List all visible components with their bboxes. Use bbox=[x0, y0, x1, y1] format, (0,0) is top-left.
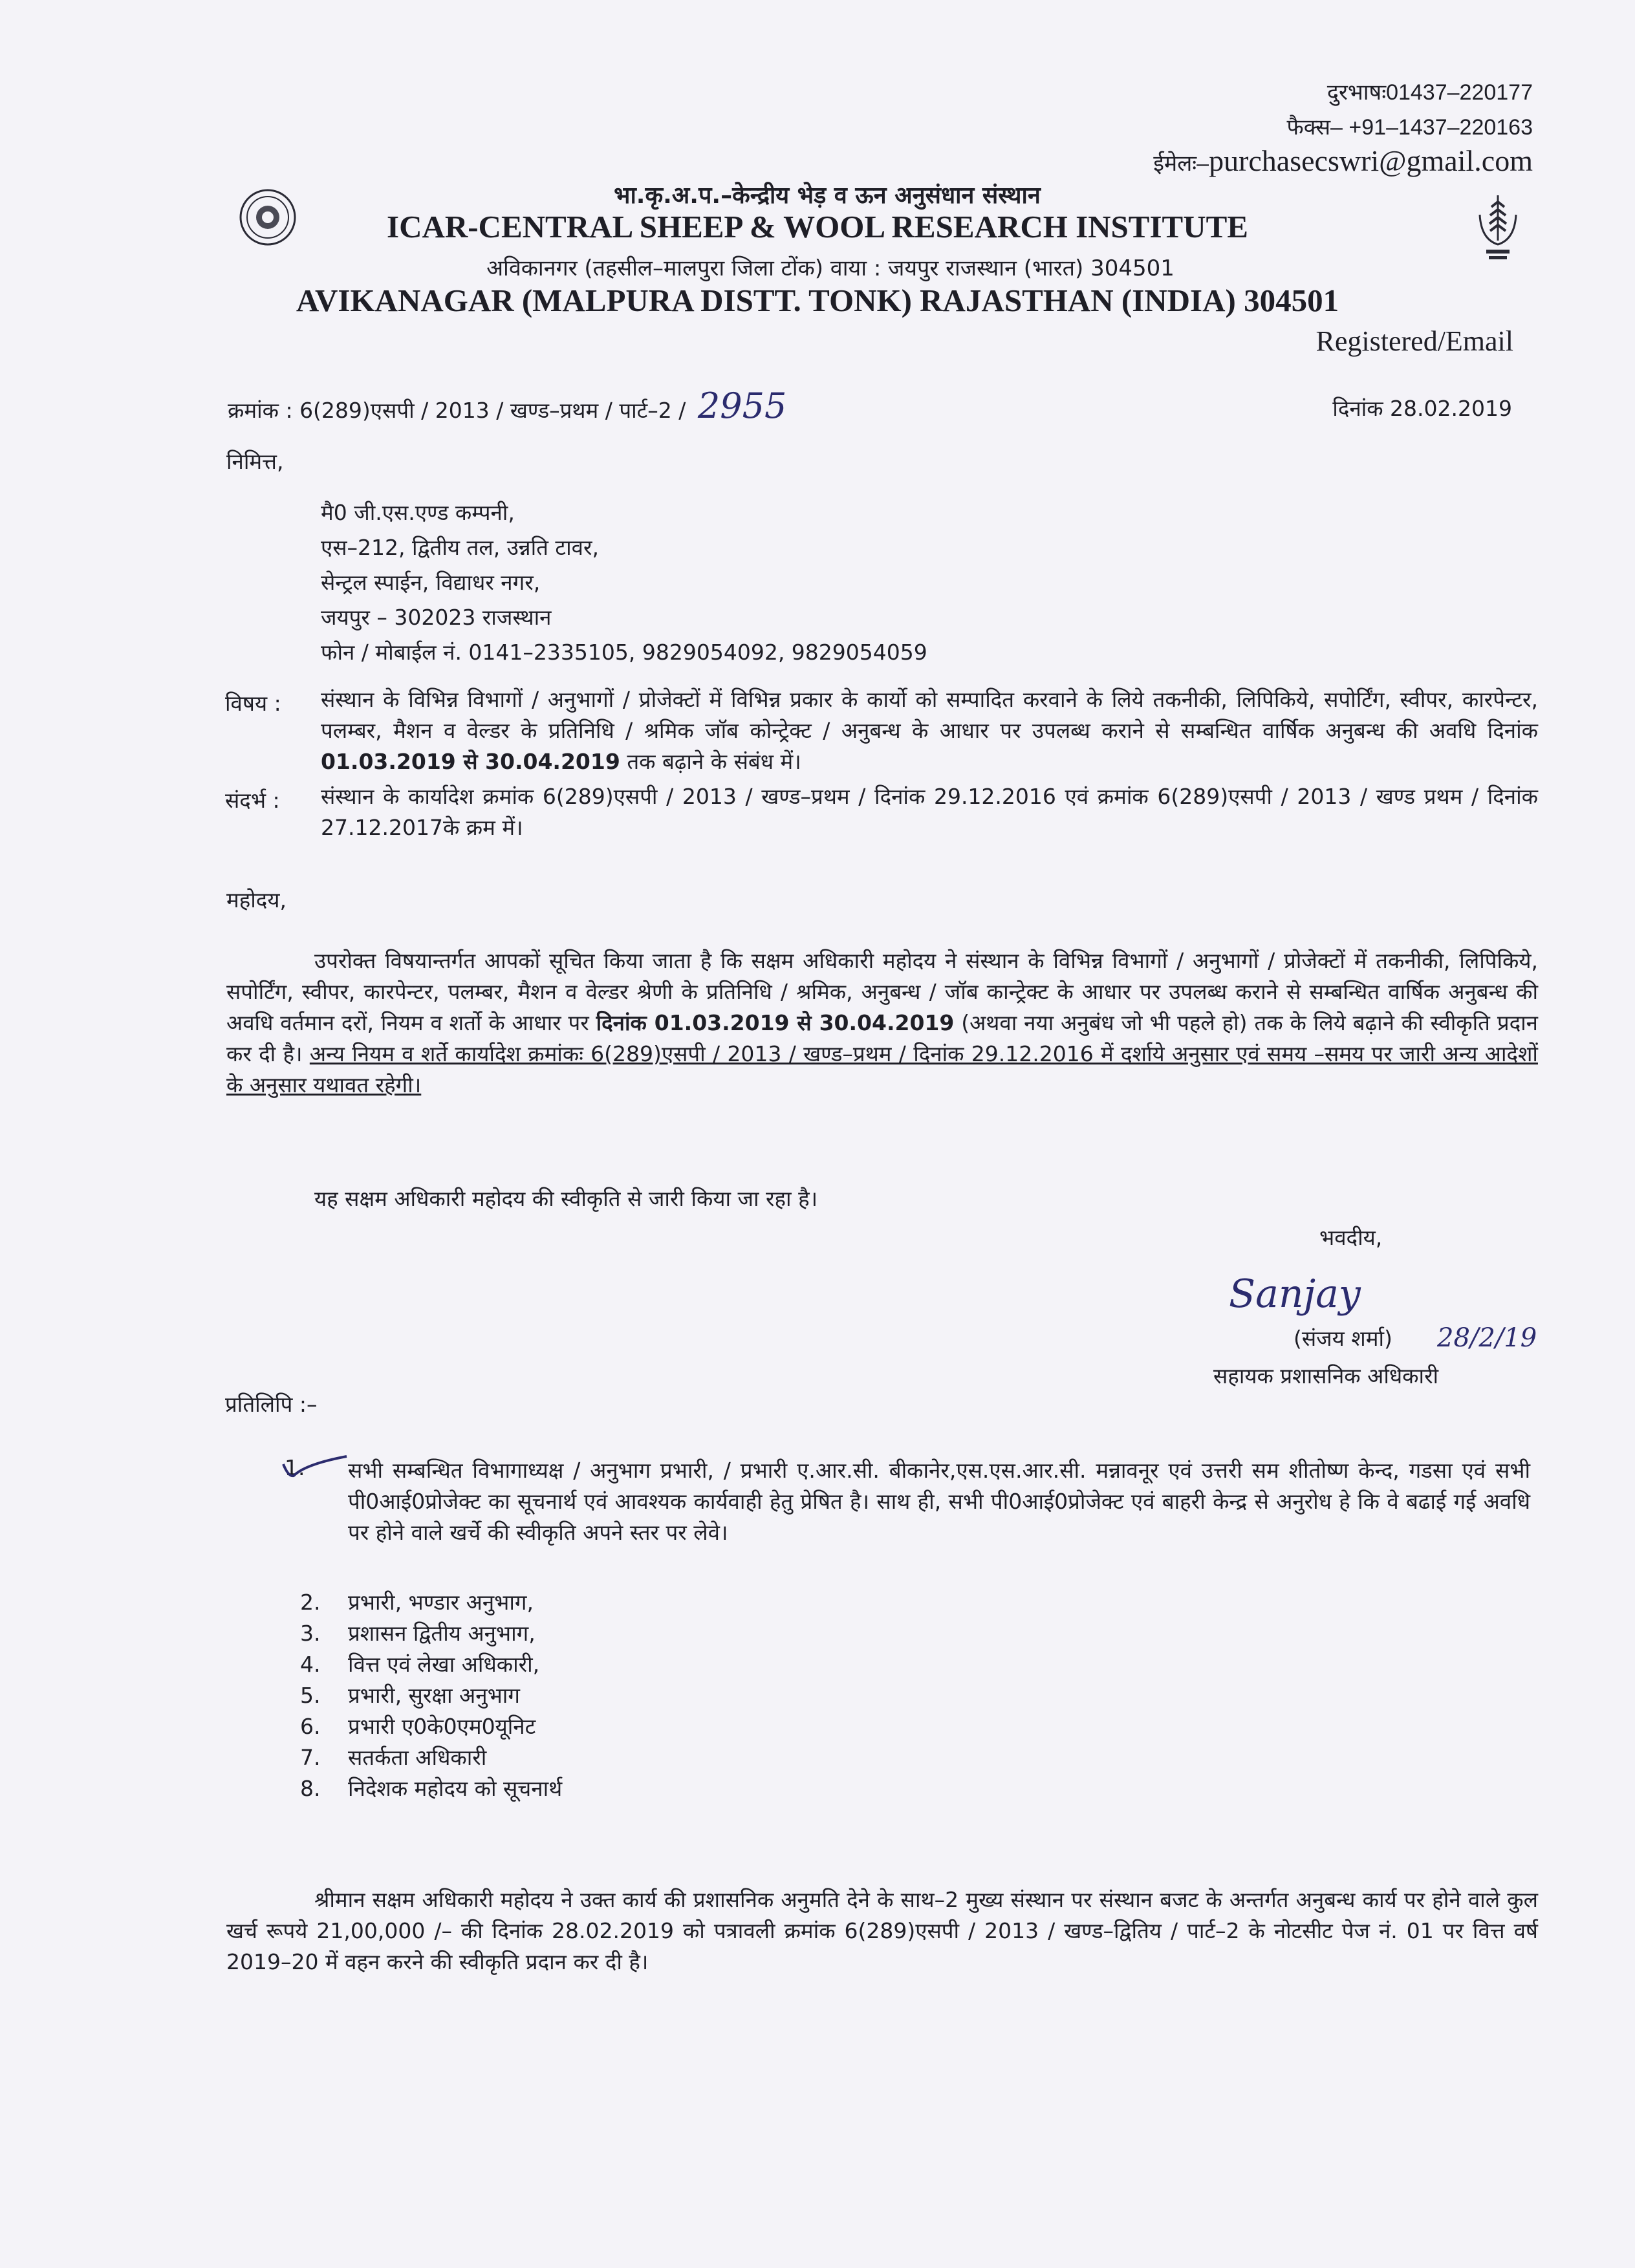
handwritten-dispatch-number: 2955 bbox=[697, 385, 787, 426]
hindi-org-name: भा.कृ.अ.प.–केन्द्रीय भेड़ व ऊन अनुसंधान संस्थान bbox=[614, 182, 1041, 209]
signatory-designation: सहायक प्रशासनिक अधिकारी bbox=[1213, 1363, 1439, 1388]
english-org-name: ICAR-CENTRAL SHEEP & WOOL RESEARCH INSTITUTE bbox=[387, 209, 1248, 244]
greeting: महोदय, bbox=[226, 887, 287, 913]
subject-date-range: 01.03.2019 से 30.04.2019 bbox=[321, 749, 620, 774]
subject-text-part: संस्थान के विभिन्न विभागों / अनुभागों / प्रोजेक्टों में विभिन्न प्रकार के कार्यो को सम्पादित करवाने के लिये तकनीकी, लिपिकिये, सपोर्टिंग, स्वीपर, कारपेन्टर, पलम्बर, मैशन व वेल्डर के प्रतिनिधि / श्रमिक जॉब कोन्ट्रेक्ट / अनुबन्ध के आधार पर उपलब्ध कराने से सम्बन्धित वार्षिक अनुबन्ध की अवधि दिनांक bbox=[321, 687, 1538, 743]
copy-item bbox=[300, 1742, 562, 1773]
paragraph-text: उपरोक्त विषयान्तर्गत आपकों सूचित किया जाता है कि सक्षम अधिकारी महोदय ने संस्थान के विभिन्न विभागों / अनुभागों / प्रोजेक्टों में तकनीकी, लिपिकिये, सपोर्टिंग, स्वीपर, कारपेन्टर, पलम्बर, मैशन व वेल्डर श्रेणी के प्रतिनिधि / श्रमिक, अनुबन्ध / जॉब कान्ट्रेक्ट के आधार पर उपलब्ध कराने से सम्बन्धित वार्षिक अनुबन्ध की अवधि वर्तमान दरों, नियम व शर्तो के आधार पर bbox=[226, 948, 1539, 1035]
copy-item-text: प्रभारी, सुरक्षा अनुभाग bbox=[348, 1683, 520, 1708]
paragraph-text: (अथवा नया अनुबंध जो भी पहले हो) तक के लिये बढ़ाने की स्वीकृति प्रदान कर दी है। bbox=[226, 1010, 1538, 1066]
address-line: एस–212, द्वितीय तल, उन्नति टावर, bbox=[321, 535, 599, 560]
english-address: AVIKANAGAR (MALPURA DISTT. TONK) RAJASTHAN (INDIA) 304501 bbox=[296, 283, 1339, 318]
copy-item-number: 1. bbox=[285, 1455, 305, 1480]
signatory-name: (संजय शर्मा) bbox=[1294, 1326, 1392, 1351]
copy-item bbox=[300, 1773, 562, 1804]
copy-to-label: प्रतिलिपि :– bbox=[225, 1392, 318, 1417]
fax-number: फैक्स– +91–1437–220163 bbox=[1286, 115, 1533, 140]
copy-item-text: निदेशक महोदय को सूचनार्थ bbox=[348, 1776, 563, 1801]
underlined-terms: अन्य नियम व शर्ते कार्यादेश क्रमांकः 6(289)एसपी / 2013 / खण्ड–प्रथम / दिनांक 29.12.2016 में दर्शाये अनुसार एवं समय –समय पर जारी अन्य आदेशों के अनुसार यथावत रहेगी। bbox=[226, 1041, 1538, 1097]
address-line: फोन / मोबाईल नं. 0141–2335105, 9829054092, 9829054059 bbox=[321, 640, 927, 665]
letter-date: दिनांक 28.02.2019 bbox=[1332, 396, 1512, 421]
extension-date-range: दिनांक 01.03.2019 से 30.04.2019 bbox=[596, 1010, 955, 1035]
reference-text: संस्थान के कार्यादेश क्रमांक 6(289)एसपी / 2013 / खण्ड–प्रथम / दिनांक 29.12.2016 एवं क्रमांक 6(289)एसपी / 2013 / खण्ड प्रथम / दिनांक 27.12.2017के क्रम में। bbox=[321, 784, 1538, 840]
copy-item-number: 8. bbox=[300, 1776, 321, 1801]
budget-approval-note: श्रीमान सक्षम अधिकारी महोदय ने उक्त कार्य की प्रशासनिक अनुमति देने के साथ–2 मुख्य संस्थान पर संस्थान बजट के अन्तर्गत अनुबन्ध कार्य पर होने वाले कुल खर्च रूपये 21,00,000 /– की दिनांक 28.02.2019 को पत्रावली क्रमांक 6(289)एसपी / 2013 / खण्ड–द्वितिय / पार्ट–2 के नोटसीट पेज नं. 01 पर वित्त वर्ष 2019–20 में वहन करने की स्वीकृति प्रदान कर दी है। bbox=[226, 1887, 1538, 1974]
delivery-mode: Registered/Email bbox=[1316, 325, 1513, 357]
copy-list bbox=[300, 1587, 562, 1835]
phone-number: दुरभाषः01437–220177 bbox=[1326, 80, 1533, 105]
copy-item-text: प्रभारी ए0के0एम0यूनिट bbox=[348, 1714, 536, 1739]
copy-item: सभी सम्बन्धित विभागाध्यक्ष / अनुभाग प्रभारी, / प्रभारी ए.आर.सी. बीकानेर,एस.एस.आर.सी. मन्नावनूर एवं उत्तरी सम शीतोष्ण केन्द, गडसा एवं सभी पी0आई0प्रोजेक्ट का सूचनार्थ एवं आवश्यक कार्यवाही हेतु प्रेषित है। साथ ही, सभी पी0आई0प्रोजेक्ट एवं बाहरी केन्द्र से अनुरोध हे कि वे बढाई गई अवधि पर होने वाले खर्चे की स्वीकृति अपने स्तर पर लेवे। bbox=[348, 1458, 1530, 1545]
copy-item bbox=[300, 1618, 562, 1649]
signature-date: 28/2/19 bbox=[1437, 1323, 1537, 1353]
address-line: सेन्ट्रल स्पाईन, विद्याधर नगर, bbox=[321, 570, 541, 595]
copy-item-text: वित्त एवं लेखा अधिकारी, bbox=[348, 1652, 540, 1677]
email-address: purchasecswri@gmail.com bbox=[1209, 144, 1533, 177]
copy-item-number: 2. bbox=[300, 1590, 321, 1615]
copy-item-number: 7. bbox=[300, 1745, 321, 1770]
issuance-note: यह सक्षम अधिकारी महोदय की स्वीकृति से जारी किया जा रहा है। bbox=[314, 1186, 818, 1211]
copy-item bbox=[300, 1711, 562, 1742]
copy-item-text: सतर्कता अधिकारी bbox=[348, 1745, 487, 1770]
recipient-address bbox=[321, 495, 927, 670]
icar-wheat-emblem-icon bbox=[1472, 189, 1524, 266]
reference-label: संदर्भ : bbox=[225, 788, 280, 813]
copy-item-number: 3. bbox=[300, 1621, 321, 1646]
tick-mark-icon bbox=[279, 1451, 351, 1484]
copy-item bbox=[300, 1587, 562, 1618]
closing: भवदीय, bbox=[1319, 1225, 1383, 1250]
subject-label: विषय : bbox=[225, 691, 281, 716]
reference-number bbox=[228, 385, 786, 426]
subject-text bbox=[321, 684, 1538, 777]
copy-item bbox=[300, 1680, 562, 1711]
email-line bbox=[1153, 144, 1533, 178]
copy-item-number: 4. bbox=[300, 1652, 321, 1677]
copy-item bbox=[300, 1649, 562, 1680]
icar-seal-icon bbox=[238, 188, 298, 247]
copy-item bbox=[300, 1804, 562, 1835]
copy-item-text: प्रशासन द्वितीय अनुभाग, bbox=[348, 1621, 536, 1646]
main-paragraph bbox=[226, 945, 1538, 1101]
copy-item-number: 6. bbox=[300, 1714, 321, 1739]
addressee-salutation: निमित्त, bbox=[226, 449, 284, 474]
address-line: जयपुर – 302023 राजस्थान bbox=[321, 605, 552, 630]
address-line: मै0 जी.एस.एण्ड कम्पनी, bbox=[321, 500, 515, 525]
copy-item-number: 5. bbox=[300, 1683, 321, 1708]
reference-number-text: क्रमांक : 6(289)एसपी / 2013 / खण्ड–प्रथम / पार्ट–2 / bbox=[228, 398, 686, 423]
subject-text-part: तक बढ़ाने के संबंध में। bbox=[620, 749, 801, 774]
hindi-address: अविकानगर (तहसील–मालपुरा जिला टोंक) वाया : जयपुर राजस्थान (भारत) 304501 bbox=[486, 255, 1175, 281]
copy-item-text: प्रभारी, भण्डार अनुभाग, bbox=[348, 1590, 534, 1615]
email-prefix: ईमेलः– bbox=[1153, 151, 1209, 176]
handwritten-signature: Sanjay bbox=[1229, 1271, 1361, 1317]
